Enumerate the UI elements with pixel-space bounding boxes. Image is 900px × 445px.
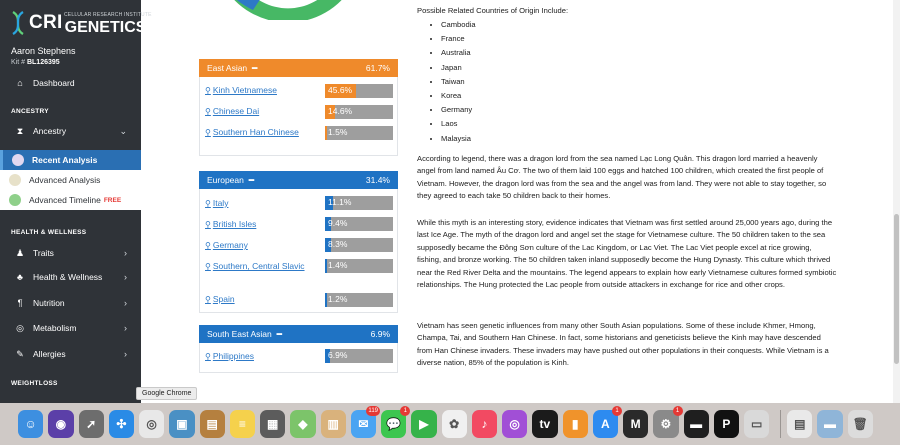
messages-blue-icon[interactable]: ✉ 119 (351, 410, 376, 438)
folder-icon[interactable]: ▬ (817, 410, 842, 438)
region-name: South East Asian (207, 329, 272, 339)
population-bar (325, 196, 393, 210)
population-link[interactable]: ⚲ Spain (205, 294, 235, 304)
screenshot-icon[interactable]: ▭ (744, 410, 769, 438)
kit-label: Kit # (11, 59, 26, 66)
user-name: Aaron Stephens (11, 46, 76, 56)
region-percent: 6.9% (370, 329, 390, 339)
region-percent: 61.7% (365, 63, 390, 73)
population-bar (325, 238, 393, 252)
location-pin-icon: ⚲ (205, 295, 211, 304)
location-pin-icon: ⚲ (205, 86, 211, 95)
appstore-icon[interactable]: A 1 (593, 410, 618, 438)
kit-number (11, 59, 60, 66)
list-item: • Cambodia (441, 19, 837, 33)
region-header-east-asian[interactable] (199, 59, 398, 77)
list-item: • Malaysia (441, 133, 837, 147)
safari-icon[interactable]: ✣ (109, 410, 134, 438)
chevron-right-icon: › (124, 323, 127, 333)
population-bar (325, 84, 393, 98)
nav-recent-analysis-label: Recent Analysis (32, 155, 98, 165)
dna-logo-icon (8, 10, 28, 36)
genetics-paragraph: Vietnam has seen genetic influences from many other South Asian populations. Some of these include Khmer, Hmong, Champa, Tai, and Southern Han Chinese. In fact, some historians and geneticists believe the Kinh may have descended from Han Chinese invaders. These invaders may have pushed out other populations in their conquests. While Vietnam is a diverse nation, 85% of the population is Kinh. (417, 321, 829, 368)
bar-label: 11.1% (328, 197, 352, 207)
location-pin-icon: ⚲ (205, 199, 211, 208)
chevron-right-icon: › (124, 272, 127, 282)
ancestry-donut-chart (213, 0, 363, 20)
list-item: • Taiwan (441, 76, 837, 90)
hourglass-icon: ⧗ (16, 125, 24, 136)
preview-icon[interactable]: ▣ (169, 410, 194, 438)
photos-icon[interactable]: ✿ (442, 410, 467, 438)
metabolism-icon: ◎ (16, 322, 24, 333)
dock-separator (780, 410, 781, 438)
section-weightloss: WEIGHTLOSS (11, 380, 58, 387)
nav-ancestry-label: Ancestry (33, 126, 67, 136)
podcasts-icon[interactable]: ◎ (502, 410, 527, 438)
collapse-icon[interactable]: ━ (248, 174, 254, 185)
bar-label: 14.6% (328, 106, 353, 116)
notification-badge: 119 (368, 408, 378, 414)
list-item: • Korea (441, 90, 837, 104)
nav-nutrition-label: Nutrition (33, 298, 65, 308)
notes-icon[interactable]: ≡ (230, 410, 255, 438)
nav-traits[interactable] (0, 242, 141, 264)
home-icon: ⌂ (17, 78, 23, 88)
nav-nutrition[interactable] (0, 292, 141, 314)
free-badge: FREE (103, 196, 122, 204)
chrome-icon[interactable]: ◎ (139, 410, 164, 438)
wellness-icon: ♣ (17, 272, 23, 282)
location-pin-icon: ⚲ (205, 128, 211, 137)
bar-label: 1.4% (328, 260, 348, 270)
region-name: East Asian (207, 63, 248, 73)
advanced-analysis-icon (9, 174, 21, 186)
logo-text: CRI (29, 12, 63, 33)
logo-suffix: GENETICS (64, 19, 147, 36)
logo-tagline: CELLULAR RESEARCH INSTITUTE (64, 12, 152, 18)
population-bar (325, 293, 393, 307)
history-paragraph: While this myth is an interesting story, evidence indicates that Vietnam was first settled around 25,000 years ago, during the last Ice Age. The myth of the dragon lord and angel set the stage for Vietnamese culture. The 50 children taken to the sea supposedly became the Đông Sơn culture of the Lac Kingdom, or Lac Viet. The Lac Viet people excel at rice growing, fishing, and bronze working. The 50 children taken inland supposedly become the Hung Dynasty. This culture which thrived near the Red River Delta and the mountains. The legend appears to explain how early Vietnamese cultures formed symbiotic relationships. The Hung protected the Lac people from outside attackers in exchange for rice and other crops. (417, 218, 837, 290)
trash-icon[interactable]: 🗑 (848, 410, 873, 438)
notification-badge: 1 (673, 406, 683, 416)
population-link[interactable]: ⚲ Philippines (205, 351, 254, 361)
nav-dashboard-label: Dashboard (33, 78, 75, 88)
messages-icon[interactable]: 💬 1 (381, 410, 406, 438)
location-pin-icon: ⚲ (205, 107, 211, 116)
allergies-icon: ✎ (16, 348, 24, 359)
countries-heading: Possible Related Countries of Origin Include: (417, 6, 569, 15)
bar-label: 6.9% (328, 350, 348, 360)
advanced-timeline-icon (9, 194, 21, 206)
countries-list (417, 19, 837, 147)
population-link[interactable]: ⚲ Germany (205, 240, 248, 250)
location-pin-icon: ⚲ (205, 262, 211, 271)
chevron-right-icon: › (124, 298, 127, 308)
population-bar (325, 217, 393, 231)
list-item: • Laos (441, 118, 837, 132)
list-item: • Japan (441, 62, 837, 76)
nav-advanced-timeline[interactable] (0, 190, 141, 210)
nav-traits-label: Traits (33, 248, 54, 258)
nav-advanced-analysis[interactable] (0, 170, 141, 190)
bar-label: 1.2% (328, 294, 348, 304)
bar-label: 9.4% (328, 218, 348, 228)
region-header-south-east-asian[interactable] (199, 325, 398, 343)
traits-icon: ♟ (15, 247, 25, 258)
population-bar (325, 349, 393, 363)
nav-allergies-label: Allergies (33, 349, 66, 359)
population-bar (325, 259, 393, 273)
list-item: • Australia (441, 47, 837, 61)
nav-metabolism-label: Metabolism (33, 323, 77, 333)
dock-tooltip: Google Chrome (136, 387, 197, 400)
collapse-icon[interactable]: ━ (252, 62, 258, 73)
calculator-icon[interactable]: ▦ (260, 410, 285, 438)
location-pin-icon: ⚲ (205, 220, 211, 229)
ancestry-submenu (0, 150, 141, 210)
nav-advanced-analysis-label: Advanced Analysis (29, 175, 101, 185)
population-link[interactable]: ⚲ British Isles (205, 219, 257, 229)
nav-dashboard[interactable] (0, 72, 141, 94)
books-icon[interactable]: ▮ (563, 410, 588, 438)
region-name: European (207, 175, 244, 185)
section-ancestry: ANCESTRY (11, 108, 49, 115)
launchpad-icon[interactable]: ➚ (79, 410, 104, 438)
list-item: • France (441, 33, 837, 47)
nav-metabolism[interactable] (0, 317, 141, 339)
scrollbar-thumb[interactable] (894, 214, 899, 364)
population-link[interactable]: ⚲ Kinh Vietnamese (205, 85, 277, 95)
nav-health-wellness[interactable] (0, 266, 141, 288)
dock-apps (18, 406, 878, 442)
countries-section (417, 5, 837, 147)
p-app-icon[interactable]: P (714, 410, 739, 438)
fork-knife-icon: ¶ (17, 298, 23, 308)
population-bar (325, 105, 393, 119)
collapse-icon[interactable]: ━ (276, 328, 282, 339)
chevron-right-icon: › (124, 248, 127, 258)
finder-icon[interactable]: ☺ (18, 410, 43, 438)
notebook-icon[interactable]: ▤ (200, 410, 225, 438)
nav-recent-analysis[interactable] (0, 150, 141, 170)
nav-ancestry[interactable] (0, 120, 141, 142)
m-app-icon[interactable]: M (623, 410, 648, 438)
nav-allergies[interactable] (0, 343, 141, 365)
list-item: • Germany (441, 104, 837, 118)
population-link[interactable]: ⚲ Italy (205, 198, 229, 208)
documents-icon[interactable]: ▤ (787, 410, 812, 438)
bar-label: 45.6% (328, 85, 353, 95)
population-bar (325, 126, 393, 140)
contacts-icon[interactable]: ▥ (321, 410, 346, 438)
kit-id: BL126395 (26, 59, 60, 66)
brand-logo[interactable] (8, 8, 152, 38)
settings-icon[interactable]: ⚙ 1 (653, 410, 678, 438)
tv-icon[interactable]: tv (532, 410, 557, 438)
region-percent: 31.4% (365, 175, 390, 185)
recent-analysis-icon (12, 154, 24, 166)
population-link[interactable]: ⚲ Southern, Central Slavic (205, 261, 305, 271)
population-link[interactable]: ⚲ Southern Han Chinese (205, 127, 299, 137)
bar-label: 8.3% (328, 239, 348, 249)
notification-badge: 1 (612, 406, 622, 416)
nav-advanced-timeline-label: Advanced Timeline (29, 195, 101, 205)
facetime-icon[interactable]: ▶ (411, 410, 436, 438)
music-icon[interactable]: ♪ (472, 410, 497, 438)
siri-icon[interactable]: ◉ (48, 410, 73, 438)
location-pin-icon: ⚲ (205, 241, 211, 250)
location-pin-icon: ⚲ (205, 352, 211, 361)
terminal-icon[interactable]: ▬ (684, 410, 709, 438)
chevron-down-icon: ⌄ (119, 125, 127, 136)
chevron-right-icon: › (124, 349, 127, 359)
bar-label: 1.5% (328, 127, 348, 137)
nav-health-wellness-label: Health & Wellness (33, 272, 103, 282)
sidebar-lower (0, 210, 141, 403)
region-header-european[interactable] (199, 171, 398, 189)
section-health: HEALTH & WELLNESS (11, 229, 87, 236)
maps-icon[interactable]: ◆ (290, 410, 315, 438)
legend-paragraph: According to legend, there was a dragon lord from the sea named Lạc Long Quân. This dragon lord married a heavenly angel from land named Âu Cơ. The two of them laid 100 eggs and hatched 100 children, which created the first people of Vietnam. However, the dragon lord was from the sea and the angel was from land. They were not able to stay together, so they agreed to each take 50 children back to their homes. (417, 154, 827, 201)
notification-badge: 1 (400, 406, 410, 416)
population-link[interactable]: ⚲ Chinese Dai (205, 106, 260, 116)
